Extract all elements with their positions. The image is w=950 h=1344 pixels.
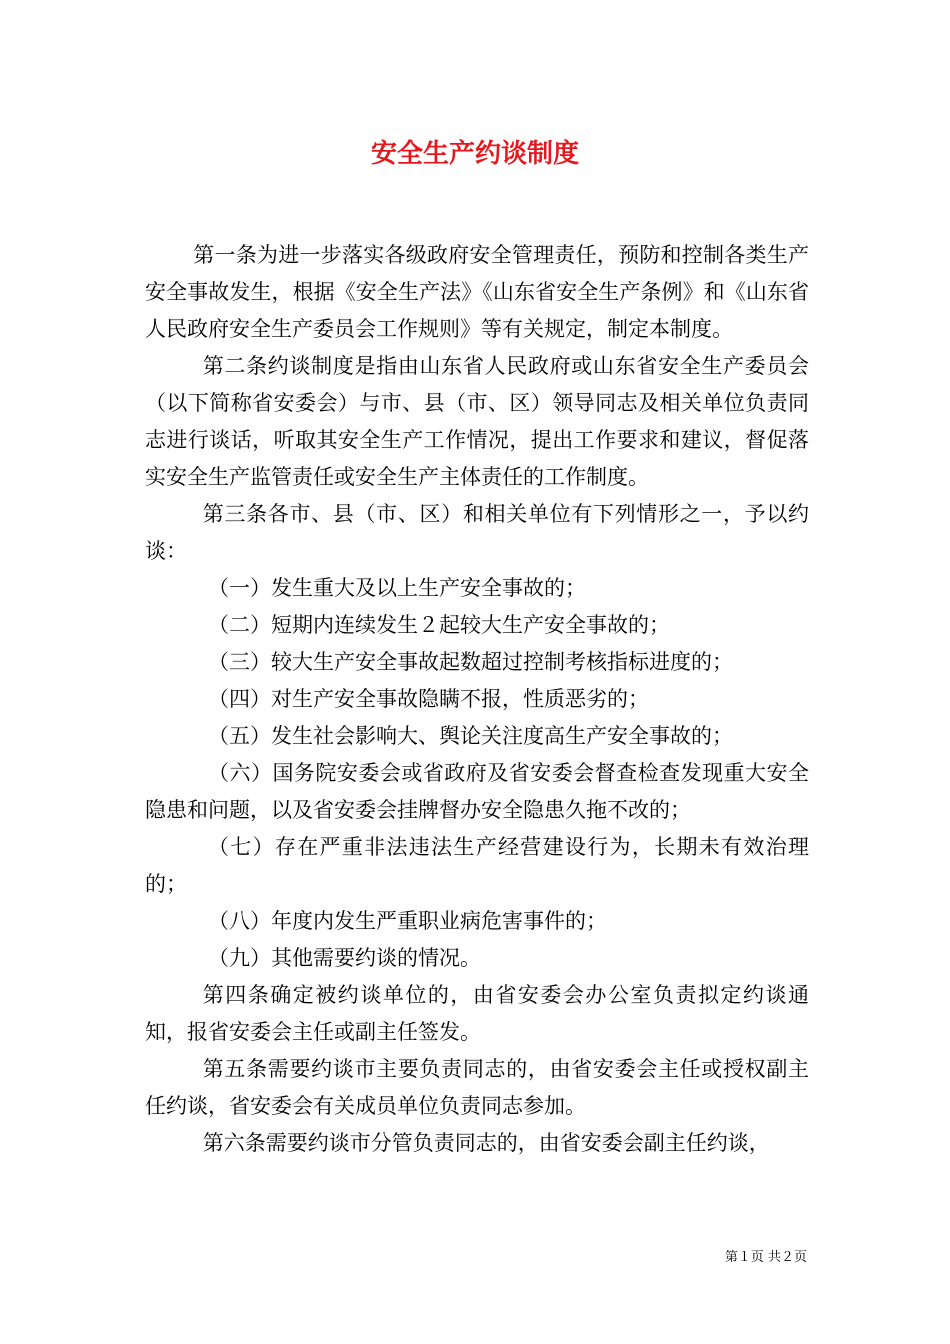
page-number: 第１页 共２页 [724,1250,807,1265]
list-item: （七）存在严重非法违法生产经营建设行为，长期未有效治理的； [145,835,809,896]
paragraph-article-3: 第三条各市、县（市、区）和相关单位有下列情形之一，予以约谈： [145,502,809,563]
list-item: （六）国务院安委会或省政府及省安委会督查检查发现重大安全隐患和问题，以及省安委会挂牌督办安全隐患久拖不改的； [145,761,809,822]
list-item: （五）发生社会影响大、舆论关注度高生产安全事故的； [208,724,733,748]
list-item: （三）较大生产安全事故起数超过控制考核指标进度的； [208,650,733,674]
paragraph-article-5: 第五条需要约谈市主要负责同志的，由省安委会主任或授权副主任约谈，省安委会有关成员单位负责同志参加。 [145,1057,809,1118]
paragraph-article-1: 第一条为进一步落实各级政府安全管理责任，预防和控制各类生产安全事故发生，根据《安全生产法》《山东省安全生产条例》和《山东省人民政府安全生产委员会工作规则》等有关规定，制定本制度。 [145,243,809,341]
paragraph-article-4: 第四条确定被约谈单位的，由省安委会办公室负责拟定约谈通知，报省安委会主任或副主任签发。 [145,983,809,1044]
list-item: （九）其他需要约谈的情况。 [208,946,481,970]
list-item: （八）年度内发生严重职业病危害事件的； [208,909,607,933]
list-item: （一）发生重大及以上生产安全事故的； [208,576,586,600]
list-item: （四）对生产安全事故隐瞒不报，性质恶劣的； [208,687,649,711]
list-item: （二）短期内连续发生２起较大生产安全事故的； [208,613,670,637]
paragraph-article-2: 第二条约谈制度是指由山东省人民政府或山东省安全生产委员会（以下简称省安委会）与市、县（市、区）领导同志及相关单位负责同志进行谈话，听取其安全生产工作情况，提出工作要求和建议，督促落实安全生产监管责任或安全生产主体责任的工作制度。 [145,354,809,489]
document-body [145,237,809,1162]
paragraph-article-6: 第六条需要约谈市分管负责同志的，由省安委会副主任约谈， [202,1131,770,1155]
document-title: 安全生产约谈制度 [370,139,579,169]
